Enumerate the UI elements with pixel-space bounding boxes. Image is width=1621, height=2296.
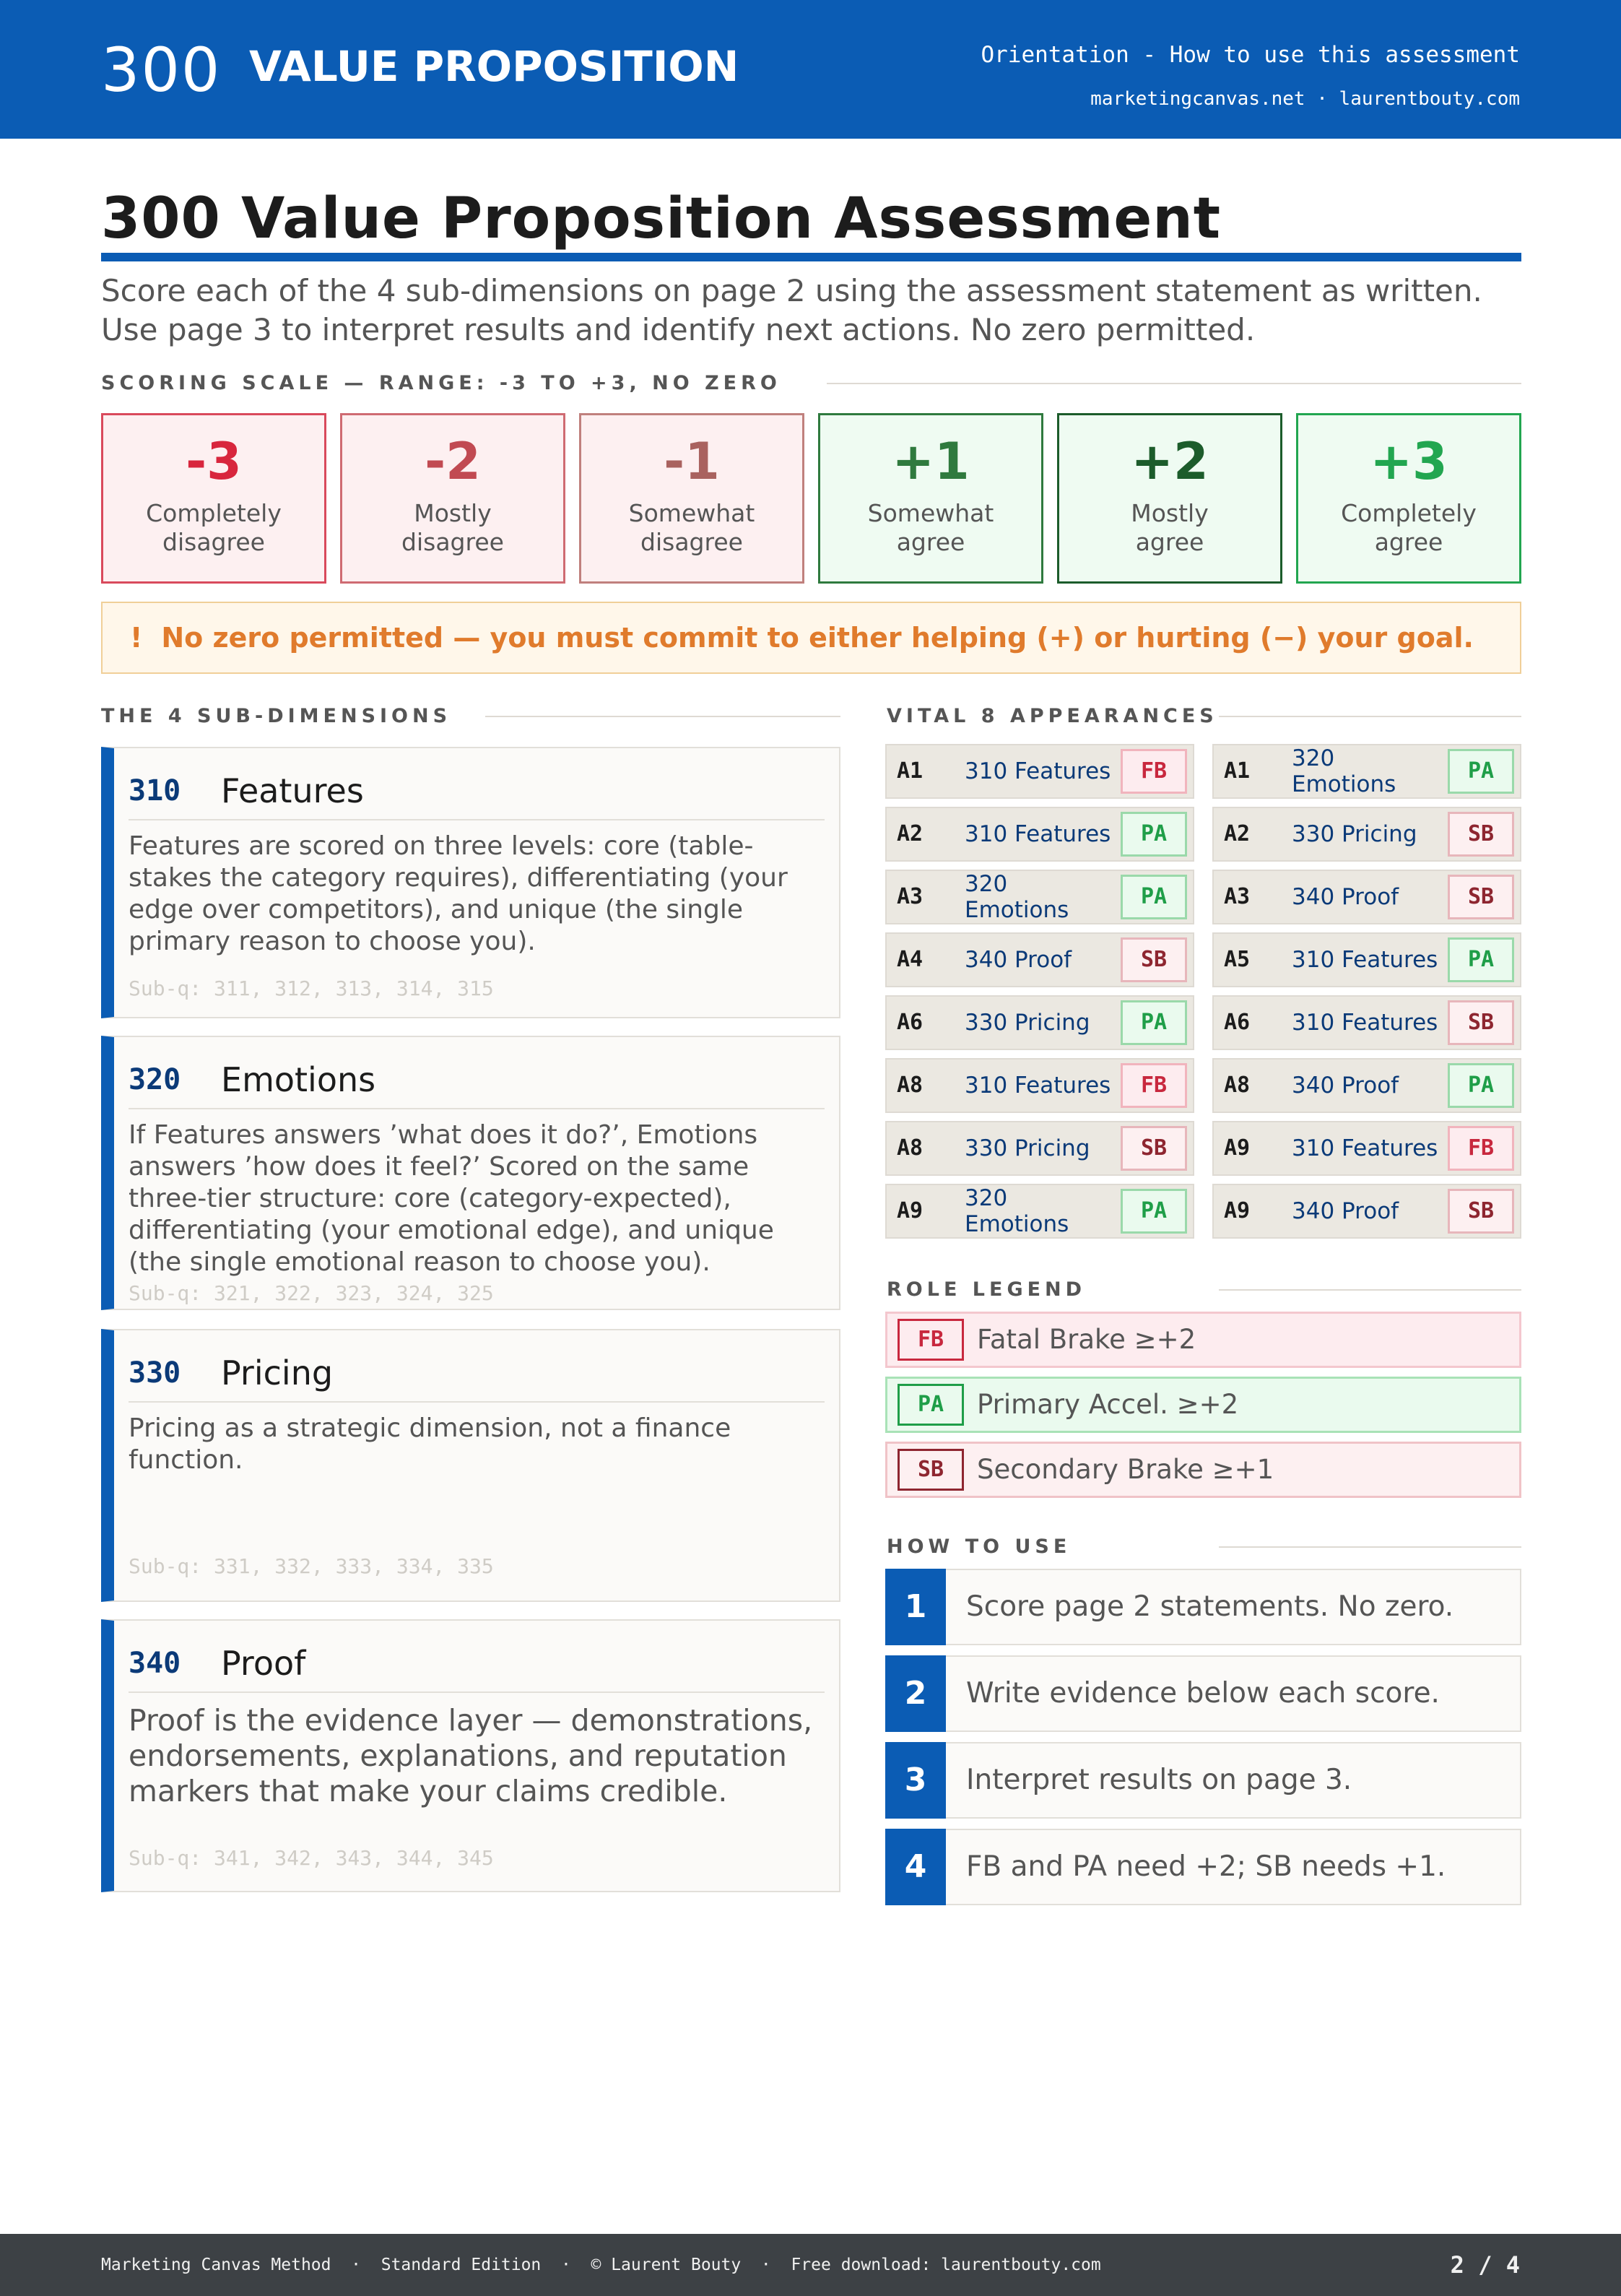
role-badge: FB — [1448, 1126, 1514, 1171]
subdimension-name: Pricing — [221, 1353, 334, 1392]
step-text: FB and PA need +2; SB needs +1. — [966, 1850, 1446, 1883]
subdimension-description: Proof is the evidence layer — demonstrations, endorsements, explanations, and reputation markers that make your claims credible. — [129, 1703, 813, 1808]
scale-label-line2: agree — [896, 528, 965, 556]
subdimension-subquestions: Sub-q: 341, 342, 343, 344, 345 — [129, 1846, 494, 1870]
subdimension-description: Pricing as a strategic dimension, not a finance function. — [129, 1413, 731, 1475]
role-legend-rule — [1219, 1289, 1521, 1291]
page-number: 2 / 4 — [1450, 2251, 1520, 2279]
footer-text: Marketing Canvas Method · Standard Edition · © Laurent Bouty · Free download: laurentbouty.com — [101, 2256, 1101, 2274]
role-badge: PA — [1121, 875, 1187, 919]
vital8-appearance-id: A6 — [1224, 1010, 1251, 1035]
scale-box-minus3 — [101, 413, 326, 584]
scale-label-line1: Completely — [1341, 499, 1477, 527]
role-badge: SB — [1121, 1126, 1187, 1171]
subdimension-code: 340 — [129, 1647, 181, 1680]
header-title: VALUE PROPOSITION — [249, 42, 739, 91]
vital8-dimension: 310 Features — [965, 758, 1111, 784]
how-to-step-3 — [885, 1742, 1521, 1819]
subdimension-subquestions: Sub-q: 331, 332, 333, 334, 335 — [129, 1554, 494, 1578]
how-to-use-label: HOW TO USE — [887, 1535, 1072, 1558]
page-footer — [0, 2234, 1621, 2296]
vital8-cell — [885, 1184, 1194, 1239]
vital8-dimension: 310 Features — [965, 821, 1111, 847]
vital8-cell — [1212, 1121, 1521, 1176]
vital8-rule — [1219, 716, 1521, 717]
step-number: 3 — [885, 1742, 946, 1819]
vital8-cell — [1212, 995, 1521, 1050]
card-rule — [129, 1401, 825, 1403]
vital8-cell — [1212, 1058, 1521, 1113]
subdimension-card-330 — [101, 1329, 840, 1602]
vital8-dimension: 310 Features — [1292, 1135, 1438, 1161]
step-text: Interpret results on page 3. — [966, 1764, 1352, 1796]
subdimension-description: Features are scored on three levels: core (table-stakes the category requires), differentiating (your edge over competitors), and unique (the single primary reason to choose you). — [129, 831, 788, 956]
scale-box-minus2 — [340, 413, 565, 584]
scale-label-line2: disagree — [401, 528, 504, 556]
vital8-appearance-id: A2 — [897, 821, 924, 846]
vital8-cell — [885, 1121, 1194, 1176]
scale-box-plus2 — [1057, 413, 1282, 584]
vital8-appearance-id: A3 — [1224, 884, 1251, 909]
vital8-appearance-id: A5 — [1224, 947, 1251, 972]
vital8-cell — [885, 807, 1194, 862]
subdimension-card-310 — [101, 747, 840, 1018]
scale-value: +3 — [1370, 432, 1448, 491]
subdimension-name: Emotions — [221, 1060, 376, 1099]
legend-text: Primary Accel. ≥+2 — [977, 1389, 1239, 1420]
role-legend-label: ROLE LEGEND — [887, 1278, 1087, 1301]
legend-primary-accel — [885, 1377, 1521, 1433]
role-badge: SB — [1448, 875, 1514, 919]
scale-label-line2: disagree — [162, 528, 265, 556]
subdimension-code: 330 — [129, 1356, 181, 1390]
vital8-appearance-id: A1 — [897, 758, 924, 784]
warning-icon: ! — [130, 622, 143, 654]
step-number: 4 — [885, 1829, 946, 1905]
step-text: Score page 2 statements. No zero. — [966, 1590, 1454, 1623]
legend-secondary-brake — [885, 1442, 1521, 1498]
scale-value: -1 — [664, 432, 720, 491]
subdimension-card-340 — [101, 1619, 840, 1892]
subdimension-subquestions: Sub-q: 311, 312, 313, 314, 315 — [129, 976, 494, 1000]
header-sites: marketingcanvas.net · laurentbouty.com — [1090, 88, 1520, 110]
subdimension-subquestions: Sub-q: 321, 322, 323, 324, 325 — [129, 1281, 494, 1305]
vital8-cell — [885, 995, 1194, 1050]
vital8-cell — [1212, 1184, 1521, 1239]
legend-text: Secondary Brake ≥+1 — [977, 1454, 1274, 1485]
scale-label-line2: disagree — [640, 528, 743, 556]
legend-fatal-brake — [885, 1312, 1521, 1368]
vital8-appearance-id: A8 — [897, 1135, 924, 1161]
how-to-step-2 — [885, 1655, 1521, 1732]
scale-label-line1: Somewhat — [628, 499, 755, 527]
vital8-label: VITAL 8 APPEARANCES — [887, 705, 1218, 727]
card-rule — [129, 1108, 825, 1109]
header-orientation: Orientation - How to use this assessment — [981, 42, 1520, 68]
subdimension-code: 310 — [129, 774, 181, 807]
scoring-scale-rule — [827, 383, 1521, 384]
how-to-step-1 — [885, 1569, 1521, 1645]
vital8-appearance-id: A9 — [1224, 1198, 1251, 1223]
scale-value: +1 — [892, 432, 970, 491]
scale-box-plus3 — [1296, 413, 1521, 584]
no-zero-warning — [101, 602, 1521, 674]
subdimensions-rule — [485, 716, 840, 717]
warning-text: No zero permitted — you must commit to either helping (+) or hurting (−) your goal. — [161, 622, 1474, 654]
vital8-dimension: 340 Proof — [965, 947, 1072, 973]
vital8-appearance-id: A3 — [897, 884, 924, 909]
role-badge: FB — [1121, 1063, 1187, 1108]
vital8-dimension: 320 Emotions — [1292, 745, 1396, 797]
scale-box-plus1 — [818, 413, 1043, 584]
vital8-appearance-id: A9 — [1224, 1135, 1251, 1161]
vital8-appearance-id: A4 — [897, 947, 924, 972]
step-number: 1 — [885, 1569, 946, 1645]
vital8-dimension: 310 Features — [1292, 1010, 1438, 1036]
scale-label-line2: agree — [1135, 528, 1204, 556]
role-badge-sb: SB — [898, 1449, 964, 1491]
vital8-dimension: 340 Proof — [1292, 884, 1399, 910]
scale-label-line2: agree — [1374, 528, 1443, 556]
vital8-cell — [885, 932, 1194, 987]
role-badge: PA — [1121, 1000, 1187, 1045]
subdimension-card-320 — [101, 1036, 840, 1310]
role-badge: PA — [1121, 812, 1187, 857]
role-badge: PA — [1448, 937, 1514, 982]
role-badge: PA — [1448, 749, 1514, 794]
scoring-scale-label: SCORING SCALE — RANGE: -3 TO +3, NO ZERO — [101, 372, 781, 394]
vital8-appearance-id: A8 — [897, 1073, 924, 1098]
scale-value: +2 — [1131, 432, 1209, 491]
vital8-cell — [885, 744, 1194, 799]
vital8-cell — [1212, 870, 1521, 924]
title-rule — [101, 253, 1521, 261]
vital8-appearance-id: A8 — [1224, 1073, 1251, 1098]
scale-value: -3 — [186, 432, 242, 491]
header-number: 300 — [101, 35, 222, 105]
vital8-appearance-id: A1 — [1224, 758, 1251, 784]
how-to-use-rule — [1219, 1546, 1521, 1548]
vital8-dimension: 310 Features — [1292, 947, 1438, 973]
scale-label-line1: Completely — [146, 499, 282, 527]
subdimension-name: Features — [221, 771, 364, 810]
role-badge: SB — [1121, 937, 1187, 982]
vital8-appearance-id: A2 — [1224, 821, 1251, 846]
role-badge-pa: PA — [898, 1384, 964, 1426]
subdimension-name: Proof — [221, 1644, 306, 1683]
role-badge: SB — [1448, 1000, 1514, 1045]
legend-text: Fatal Brake ≥+2 — [977, 1324, 1196, 1355]
vital8-dimension: 330 Pricing — [965, 1135, 1090, 1161]
scale-box-minus1 — [579, 413, 804, 584]
page-title: 300 Value Proposition Assessment — [101, 186, 1222, 251]
intro-text: Score each of the 4 sub-dimensions on page 2 using the assessment statement as written. Use page 3 to interpret results and identify next actions. No zero permitted. — [101, 273, 1482, 347]
vital8-cell — [1212, 932, 1521, 987]
scale-label-line1: Mostly — [414, 499, 492, 527]
step-number: 2 — [885, 1655, 946, 1732]
role-badge: PA — [1121, 1189, 1187, 1234]
page-header — [0, 0, 1621, 139]
vital8-appearance-id: A6 — [897, 1010, 924, 1035]
vital8-appearance-id: A9 — [897, 1198, 924, 1223]
subdimension-description: If Features answers ’what does it do?’, Emotions answers ’how does it feel?’ Scored on the same three-tier structure: core (category-expected), differentiating (your emotional edge), and unique (the single emotional reason to choose you). — [129, 1120, 774, 1277]
role-badge: PA — [1448, 1063, 1514, 1108]
vital8-dimension: 320 Emotions — [965, 1185, 1069, 1237]
subdimension-code: 320 — [129, 1063, 181, 1096]
vital8-cell — [885, 870, 1194, 924]
scale-value: -2 — [425, 432, 481, 491]
vital8-dimension: 330 Pricing — [1292, 821, 1417, 847]
vital8-dimension: 340 Proof — [1292, 1073, 1399, 1099]
card-rule — [129, 1691, 825, 1693]
step-text: Write evidence below each score. — [966, 1677, 1440, 1710]
vital8-cell — [1212, 744, 1521, 799]
scale-label-line1: Mostly — [1131, 499, 1209, 527]
subdimensions-label: THE 4 SUB-DIMENSIONS — [101, 705, 452, 727]
role-badge: SB — [1448, 1189, 1514, 1234]
vital8-cell — [885, 1058, 1194, 1113]
vital8-dimension: 340 Proof — [1292, 1198, 1399, 1224]
role-badge-fb: FB — [898, 1319, 964, 1361]
vital8-dimension: 320 Emotions — [965, 871, 1069, 923]
how-to-step-4 — [885, 1829, 1521, 1905]
role-badge: FB — [1121, 749, 1187, 794]
vital8-dimension: 330 Pricing — [965, 1010, 1090, 1036]
vital8-cell — [1212, 807, 1521, 862]
vital8-dimension: 310 Features — [965, 1073, 1111, 1099]
card-rule — [129, 819, 825, 820]
scale-label-line1: Somewhat — [867, 499, 994, 527]
role-badge: SB — [1448, 812, 1514, 857]
